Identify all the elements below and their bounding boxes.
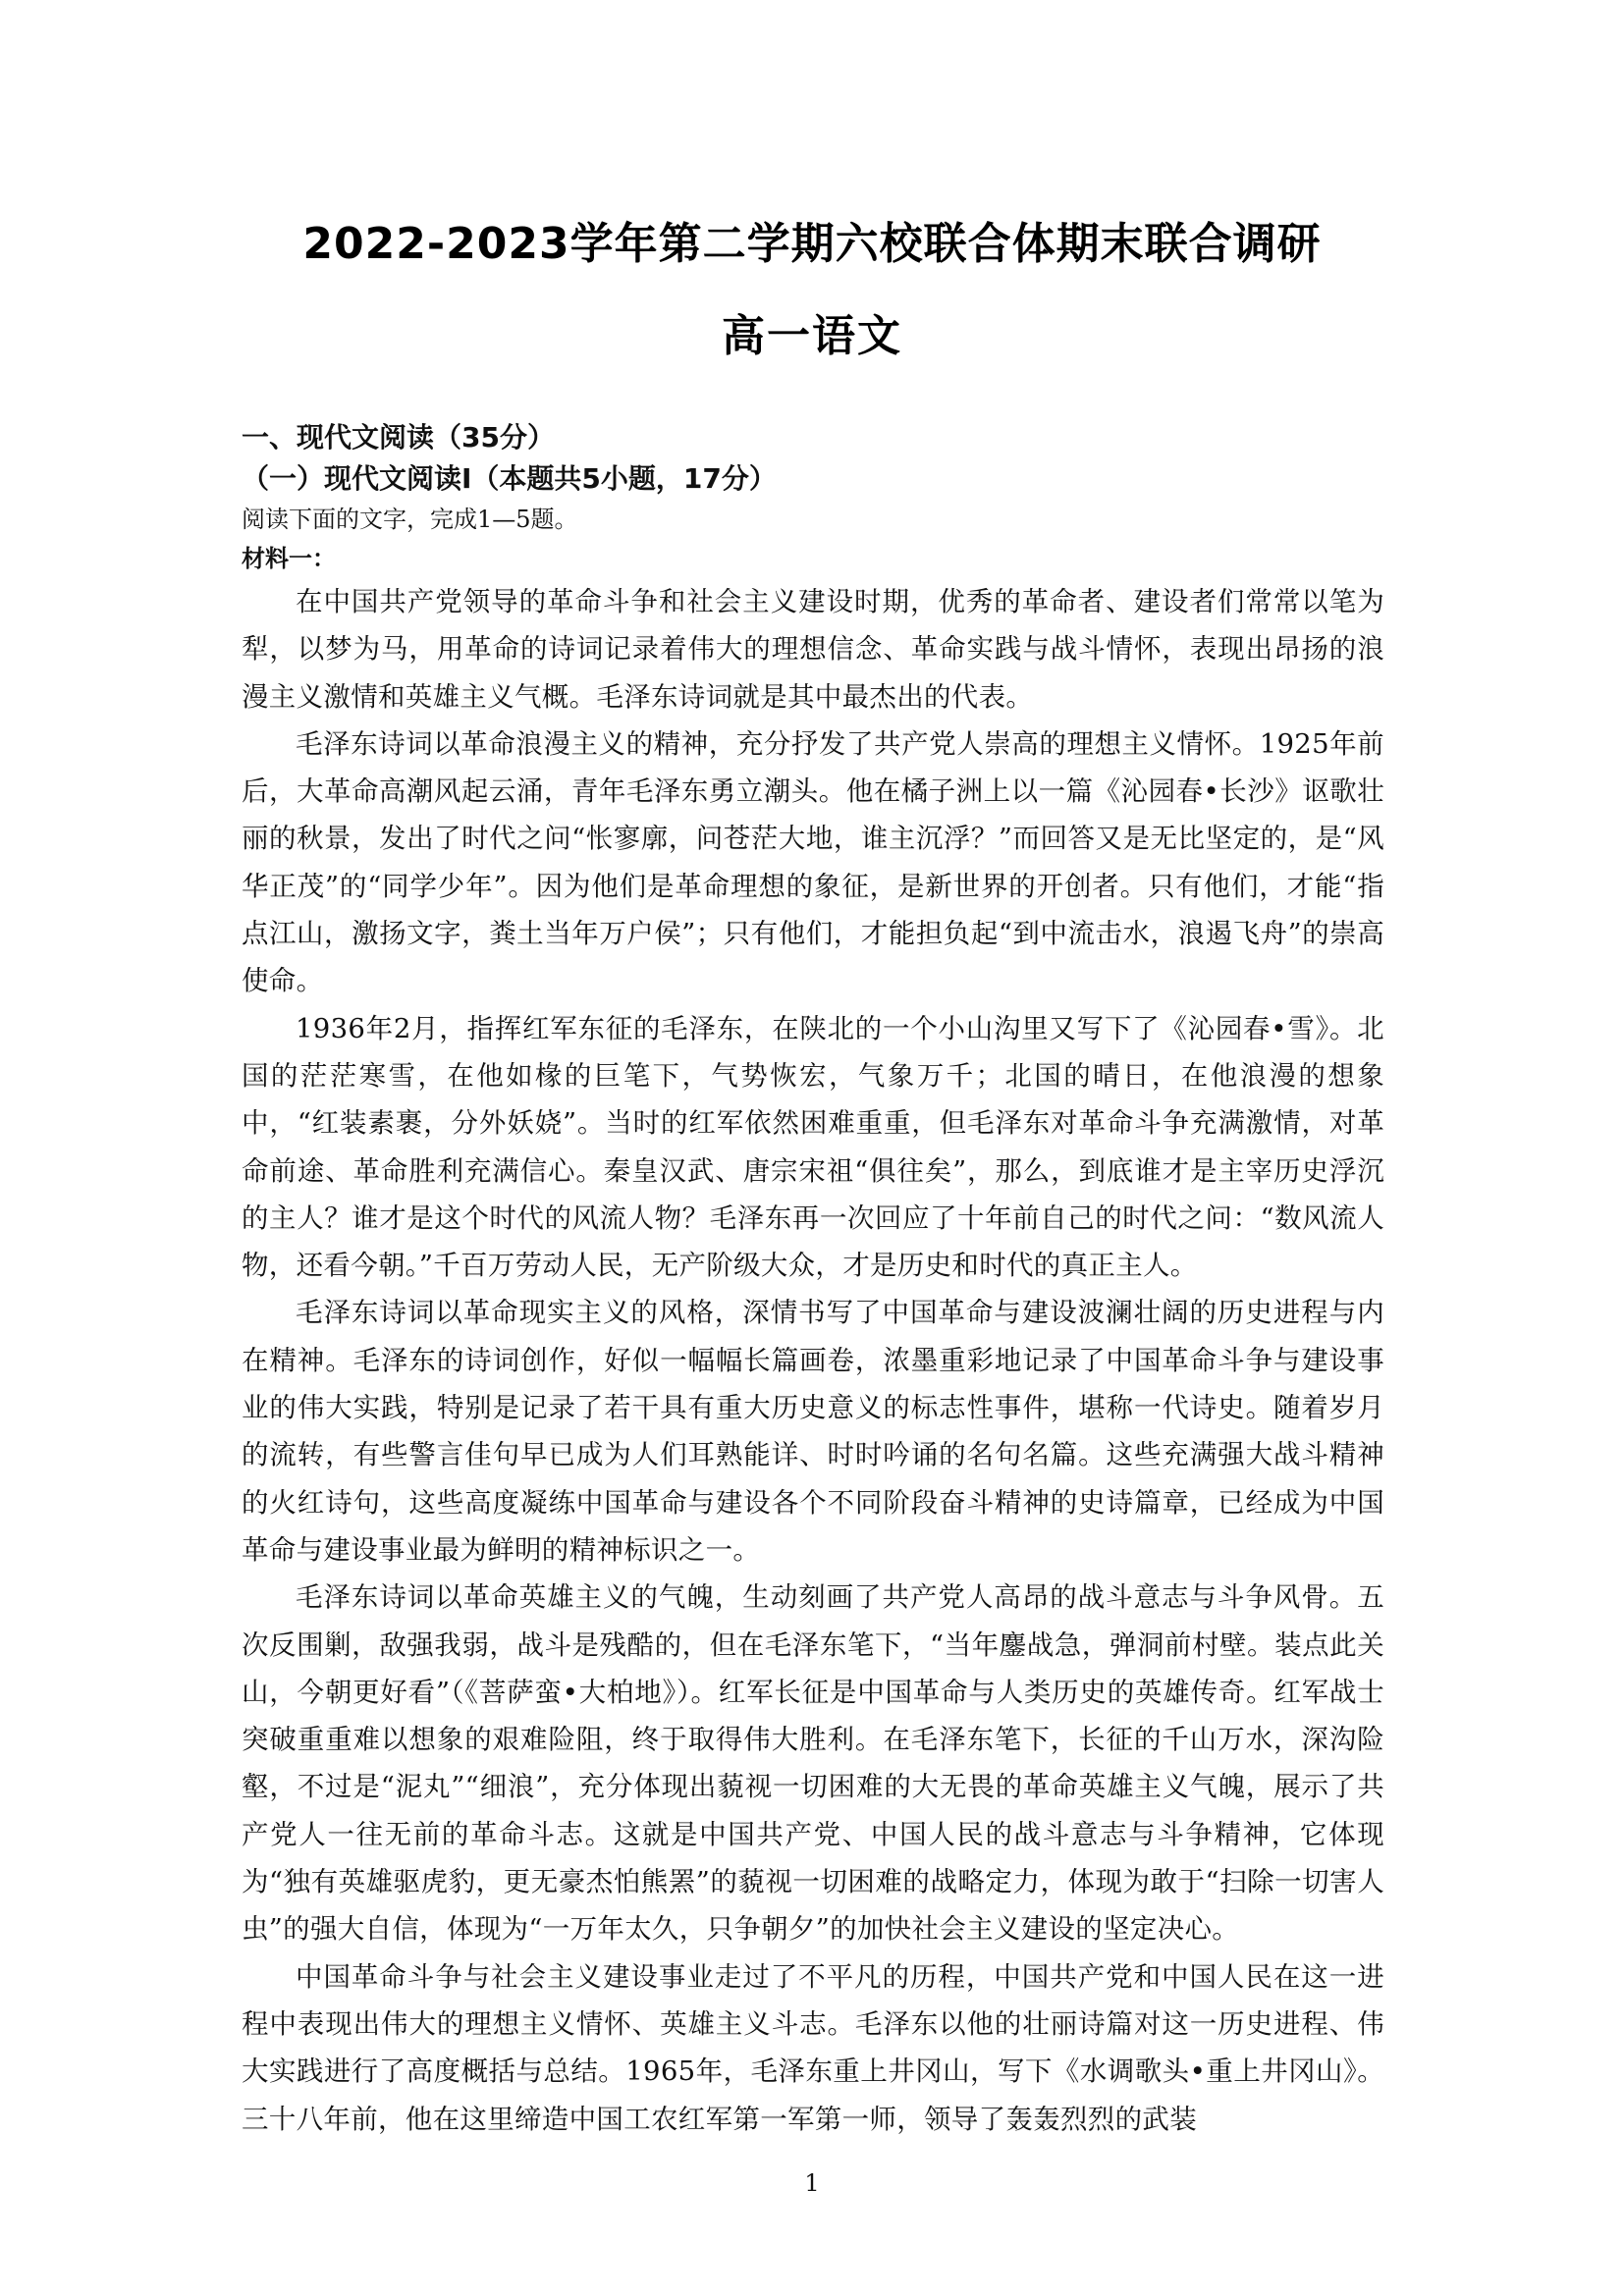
paragraph: 毛泽东诗词以革命英雄主义的气魄，生动刻画了共产党人高昂的战斗意志与斗争风骨。五次反围剿，敌强我弱，战斗是残酷的，但在毛泽东笔下，“当年鏖战急，弹洞前村壁。装点此关山，今朝更好看”（《菩萨蛮•大柏地》）。红军长征是中国革命与人类历史的英雄传奇。红军战士突破重重难以想象的艰难险阻，终于取得伟大胜利。在毛泽东笔下，长征的千山万水，深沟险壑，不过是“泥丸”“细浪”，充分体现出藐视一切困难的大无畏的革命英雄主义气魄，展示了共产党人一往无前的革命斗志。这就是中国共产党、中国人民的战斗意志与斗争精神，它体现为“独有英雄驱虎豹，更无豪杰怕熊罴”的藐视一切困难的战略定力，体现为敢于“扫除一切害人虫”的强大自信，体现为“一万年太久，只争朝夕”的加快社会主义建设的坚定决心。 xyxy=(242,1581,1384,1946)
page-number: 1 xyxy=(804,2169,820,2197)
section-subheading: （一）现代文阅读Ⅰ（本题共5小题，17分） xyxy=(242,462,777,495)
section-heading: 一、现代文阅读（35分） xyxy=(242,421,555,454)
paragraph: 中国革命斗争与社会主义建设事业走过了不平凡的历程，中国共产党和中国人民在这一进程中表现出伟大的理想主义情怀、英雄主义斗志。毛泽东以他的壮丽诗篇对这一历史进程、伟大实践进行了高度概括与总结。1965年，毛泽东重上井冈山，写下《水调歌头•重上井冈山》。三十八年前，他在这里缔造中国工农红军第一军第一师，领导了轰轰烈烈的武装 xyxy=(242,1960,1384,2135)
paragraph: 毛泽东诗词以革命现实主义的风格，深情书写了中国革命与建设波澜壮阔的历史进程与内在精神。毛泽东的诗词创作，好似一幅幅长篇画卷，浓墨重彩地记录了中国革命斗争与建设事业的伟大实践，特别是记录了若干具有重大历史意义的标志性事件，堪称一代诗史。随着岁月的流转，有些警言佳句早已成为人们耳熟能详、时时吟诵的名句名篇。这些充满强大战斗精神的火红诗句，这些高度凝练中国革命与建设各个不同阶段奋斗精神的史诗篇章，已经成为中国革命与建设事业最为鲜明的精神标识之一。 xyxy=(242,1297,1384,1566)
reading-instruction: 阅读下面的文字，完成1—5题。 xyxy=(242,506,578,533)
exam-subject: 高一语文 xyxy=(722,311,902,361)
paragraph: 毛泽东诗词以革命浪漫主义的精神，充分抒发了共产党人崇高的理想主义情怀。1925年前后，大革命高潮风起云涌，青年毛泽东勇立潮头。他在橘子洲上以一篇《沁园春•长沙》讴歌壮丽的秋景，发出了时代之问“怅寥廓，问苍茫大地，谁主沉浮？”而回答又是无比坚定的，是“风华正茂”的“同学少年”。因为他们是革命理想的象征，是新世界的开创者。只有他们，才能“指点江山，激扬文字，粪土当年万户侯”；只有他们，才能担负起“到中流击水，浪遏飞舟”的崇高使命。 xyxy=(242,727,1384,997)
paragraph: 1936年2月，指挥红军东征的毛泽东，在陕北的一个小山沟里又写下了《沁园春•雪》。北国的茫茫寒雪，在他如椽的巨笔下，气势恢宏，气象万千；北国的晴日，在他浪漫的想象中，“红装素裹，分外妖娆”。当时的红军依然困难重重，但毛泽东对革命斗争充满激情，对革命前途、革命胜利充满信心。秦皇汉武、唐宗宋祖“俱往矣”，那么，到底谁才是主宰历史浮沉的主人？谁才是这个时代的风流人物？毛泽东再一次回应了十年前自己的时代之问：“数风流人物，还看今朝。”千百万劳动人民，无产阶级大众，才是历史和时代的真正主人。 xyxy=(242,1012,1384,1282)
material-label: 材料一： xyxy=(242,545,336,572)
exam-content xyxy=(242,417,1384,2143)
paragraph: 在中国共产党领导的革命斗争和社会主义建设时期，优秀的革命者、建设者们常常以笔为犁，以梦为马，用革命的诗词记录着伟大的理想信念、革命实践与战斗情怀，表现出昂扬的浪漫主义激情和英雄主义气概。毛泽东诗词就是其中最杰出的代表。 xyxy=(242,586,1384,713)
exam-title: 2022-2023学年第二学期六校联合体期末联合调研 xyxy=(302,219,1322,269)
